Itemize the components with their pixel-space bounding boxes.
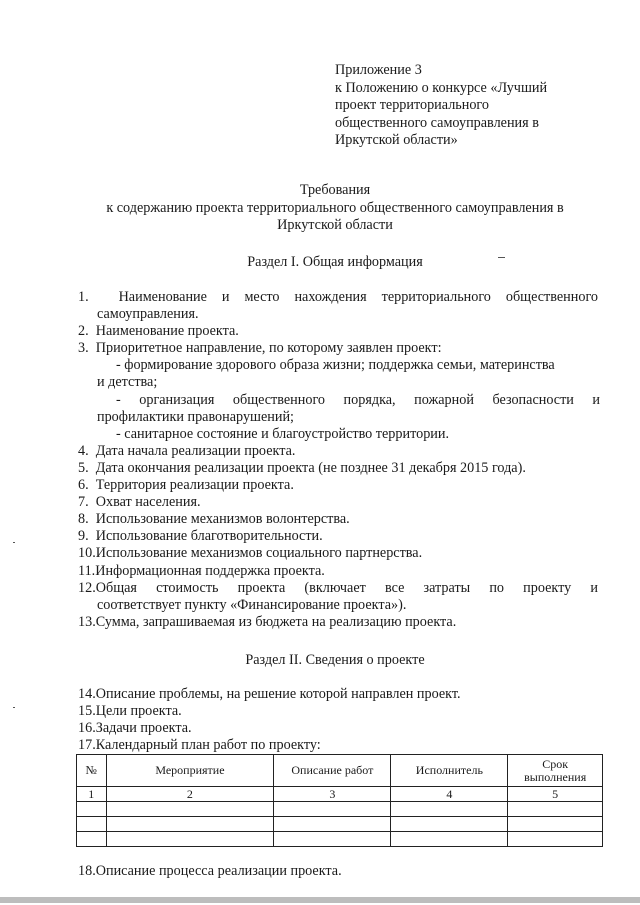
list-item: 2. Наименование проекта.: [78, 323, 239, 339]
table-cell: 2: [106, 787, 274, 802]
title-line-2: к содержанию проекта территориального общественного самоуправления в: [106, 199, 564, 216]
appendix-line: Приложение 3: [335, 62, 422, 78]
table-row: [77, 832, 603, 847]
table-cell: [77, 817, 107, 832]
table-cell: [106, 802, 274, 817]
list-item: 9. Использование благотворительности.: [78, 528, 323, 544]
table-cell: [391, 817, 508, 832]
list-item: 17.Календарный план работ по проекту:: [78, 737, 321, 753]
table-cell: [508, 802, 603, 817]
table-cell: 3: [274, 787, 391, 802]
document-title: [40, 182, 630, 235]
table-cell: [274, 817, 391, 832]
list-item: 3. Приоритетное направление, по которому заявлен проект:: [78, 340, 442, 356]
table-cell: [106, 817, 274, 832]
table-header-description: Описание работ: [274, 755, 391, 787]
table-row: [77, 802, 603, 817]
appendix-line: общественного самоуправления в: [335, 114, 539, 131]
sub-item: - формирование здорового образа жизни; поддержка семьи, материнства: [116, 357, 555, 373]
scan-speck: [498, 257, 505, 258]
list-item: 6. Территория реализации проекта.: [78, 477, 294, 493]
sub-item-continuation: профилактики правонарушений;: [97, 409, 294, 425]
list-item: 12.Общая стоимость проекта (включает все затраты по проекту и: [78, 580, 598, 596]
table-cell: [391, 802, 508, 817]
table-cell: [274, 832, 391, 847]
table-header-activity: Мероприятие: [106, 755, 274, 787]
list-item: 5. Дата окончания реализации проекта (не позднее 31 декабря 2015 года).: [78, 460, 526, 476]
section-2-heading: Раздел II. Сведения о проекте: [245, 652, 425, 668]
scan-speck: [13, 542, 15, 543]
list-item: 16.Задачи проекта.: [78, 720, 192, 736]
table-cell: [391, 832, 508, 847]
scan-speck: [13, 707, 15, 708]
list-item: 1. Наименование и место нахождения территориального общественного: [78, 289, 598, 305]
title-line-3: Иркутской области: [277, 217, 393, 234]
list-item: 13.Сумма, запрашиваемая из бюджета на реализацию проекта.: [78, 614, 457, 630]
table-header-row: [77, 755, 603, 787]
table-cell: 4: [391, 787, 508, 802]
title-line-1: Требования: [299, 182, 371, 198]
table-cell: [77, 832, 107, 847]
list-item: 14.Описание проблемы, на решение которой направлен проект.: [78, 686, 461, 702]
list-item: 18.Описание процесса реализации проекта.: [78, 863, 342, 879]
list-item: 8. Использование механизмов волонтерства.: [78, 511, 350, 527]
sub-item: - санитарное состояние и благоустройство территории.: [116, 426, 450, 442]
table-header-executor: Исполнитель: [391, 755, 508, 787]
appendix-line: к Положению о конкурсе «Лучший: [335, 79, 548, 96]
table-header-deadline: Срок выполнения: [508, 755, 603, 787]
list-item: 7. Охват населения.: [78, 494, 201, 510]
sub-item: - организация общественного порядка, пожарной безопасности и: [116, 392, 600, 408]
table-row: [77, 787, 603, 802]
scan-bottom-edge: [0, 897, 640, 903]
table-header-number: №: [77, 755, 107, 787]
list-item-continuation: соответствует пункту «Финансирование проекта»).: [97, 597, 407, 613]
table-cell: [106, 832, 274, 847]
appendix-note: [335, 62, 605, 150]
table-row: [77, 817, 603, 832]
list-item: 4. Дата начала реализации проекта.: [78, 443, 296, 459]
sub-item-continuation: и детства;: [97, 374, 158, 390]
table-cell: [274, 802, 391, 817]
list-item-continuation: самоуправления.: [97, 306, 199, 322]
list-item: 10.Использование механизмов социального партнерства.: [78, 545, 423, 561]
appendix-line: Иркутской области»: [335, 132, 458, 149]
table-cell: [508, 832, 603, 847]
table-cell: [508, 817, 603, 832]
appendix-line: проект территориального: [335, 97, 489, 114]
table-cell: 1: [77, 787, 107, 802]
calendar-plan-table: [76, 754, 603, 847]
section-1-heading: Раздел I. Общая информация: [247, 254, 423, 270]
table-cell: [77, 802, 107, 817]
list-item: 11.Информационная поддержка проекта.: [78, 563, 325, 579]
table-cell: 5: [508, 787, 603, 802]
list-item: 15.Цели проекта.: [78, 703, 182, 719]
